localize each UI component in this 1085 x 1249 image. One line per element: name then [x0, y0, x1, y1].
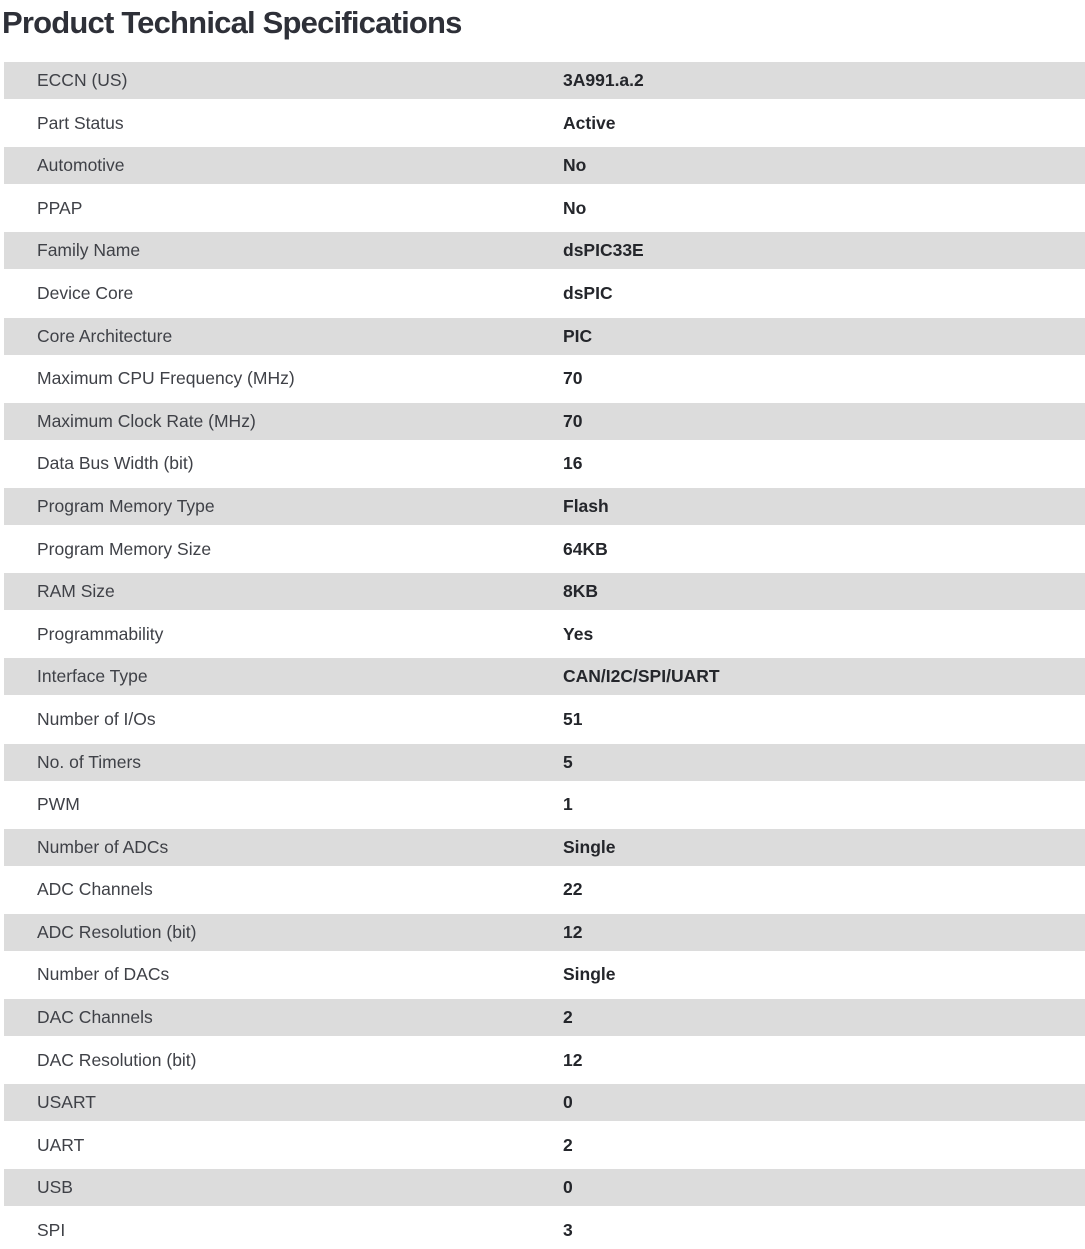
spec-label: Interface Type — [37, 666, 148, 687]
table-row — [4, 531, 1085, 568]
spec-value: 0 — [563, 1092, 573, 1113]
spec-value: CAN/I2C/SPI/UART — [563, 666, 720, 687]
spec-label: Part Status — [37, 112, 124, 133]
spec-value: PIC — [563, 325, 593, 346]
spec-value: 16 — [563, 453, 583, 474]
spec-label: Number of I/Os — [37, 708, 156, 729]
spec-value: 2 — [563, 1007, 573, 1028]
spec-value: Yes — [563, 623, 594, 644]
spec-value: 8KB — [563, 581, 599, 602]
spec-label: ADC Channels — [37, 879, 153, 900]
spec-value: 12 — [563, 921, 583, 942]
table-row — [4, 1212, 1085, 1249]
spec-value: Single — [563, 836, 616, 857]
spec-value: Active — [563, 112, 616, 133]
table-row — [4, 616, 1085, 653]
table-row — [4, 1169, 1085, 1206]
spec-value: dsPIC — [563, 282, 613, 303]
table-row — [4, 744, 1085, 781]
spec-value: Flash — [563, 495, 609, 516]
spec-label: ADC Resolution (bit) — [37, 921, 197, 942]
spec-value: 0 — [563, 1177, 573, 1198]
table-row — [4, 701, 1085, 738]
spec-label: ECCN (US) — [37, 70, 128, 90]
table-row — [4, 1084, 1085, 1121]
spec-value: 3 — [563, 1220, 573, 1241]
spec-value: 3A991.a.2 — [563, 70, 644, 90]
spec-value: 1 — [563, 794, 573, 815]
spec-label: Program Memory Size — [37, 538, 212, 559]
table-row — [4, 445, 1085, 482]
spec-table — [0, 62, 1085, 1249]
spec-value: 70 — [563, 368, 583, 389]
spec-label: USART — [37, 1092, 96, 1113]
spec-label: RAM Size — [37, 581, 115, 602]
table-row — [4, 275, 1085, 312]
table-row — [4, 1127, 1085, 1164]
table-row — [4, 318, 1085, 355]
spec-value: 22 — [563, 879, 583, 900]
table-row — [4, 105, 1085, 142]
spec-label: No. of Timers — [37, 751, 142, 772]
table-row — [4, 956, 1085, 993]
table-row — [4, 403, 1085, 440]
spec-label: Maximum Clock Rate (MHz) — [37, 410, 256, 431]
table-row — [4, 999, 1085, 1036]
page-title: Product Technical Specifications — [2, 5, 462, 40]
spec-label: Family Name — [37, 240, 141, 261]
table-row — [4, 488, 1085, 525]
spec-label: USB — [37, 1177, 73, 1198]
spec-value: 70 — [563, 410, 583, 431]
spec-label: Core Architecture — [37, 325, 173, 346]
spec-label: Device Core — [37, 282, 134, 303]
spec-label: Program Memory Type — [37, 495, 215, 516]
spec-value: Single — [563, 964, 616, 985]
table-row — [4, 573, 1085, 610]
spec-value: 12 — [563, 1049, 583, 1070]
table-row — [4, 658, 1085, 695]
table-row — [4, 914, 1085, 951]
spec-value: No — [563, 197, 587, 218]
spec-label: Automotive — [37, 155, 125, 176]
spec-label: Maximum CPU Frequency (MHz) — [37, 368, 295, 389]
table-row — [4, 786, 1085, 823]
table-row — [4, 147, 1085, 184]
spec-label: Number of ADCs — [37, 836, 169, 857]
spec-label: SPI — [37, 1220, 66, 1241]
table-row — [4, 62, 1085, 99]
spec-value: dsPIC33E — [563, 240, 644, 261]
table-row — [4, 190, 1085, 227]
table-row — [4, 232, 1085, 269]
spec-value: No — [563, 155, 587, 176]
spec-value: 2 — [563, 1134, 573, 1155]
spec-label: DAC Resolution (bit) — [37, 1049, 197, 1070]
spec-label: PPAP — [37, 197, 83, 218]
spec-value: 5 — [563, 751, 573, 772]
table-row — [4, 829, 1085, 866]
spec-label: Data Bus Width (bit) — [37, 453, 194, 474]
spec-label: UART — [37, 1134, 85, 1155]
spec-label: DAC Channels — [37, 1007, 153, 1028]
spec-label: Number of DACs — [37, 964, 170, 985]
spec-label: Programmability — [37, 623, 164, 644]
table-row — [4, 871, 1085, 908]
spec-value: 64KB — [563, 538, 608, 559]
table-row — [4, 360, 1085, 397]
table-row — [4, 1042, 1085, 1079]
spec-value: 51 — [563, 708, 583, 729]
spec-label: PWM — [37, 794, 80, 815]
